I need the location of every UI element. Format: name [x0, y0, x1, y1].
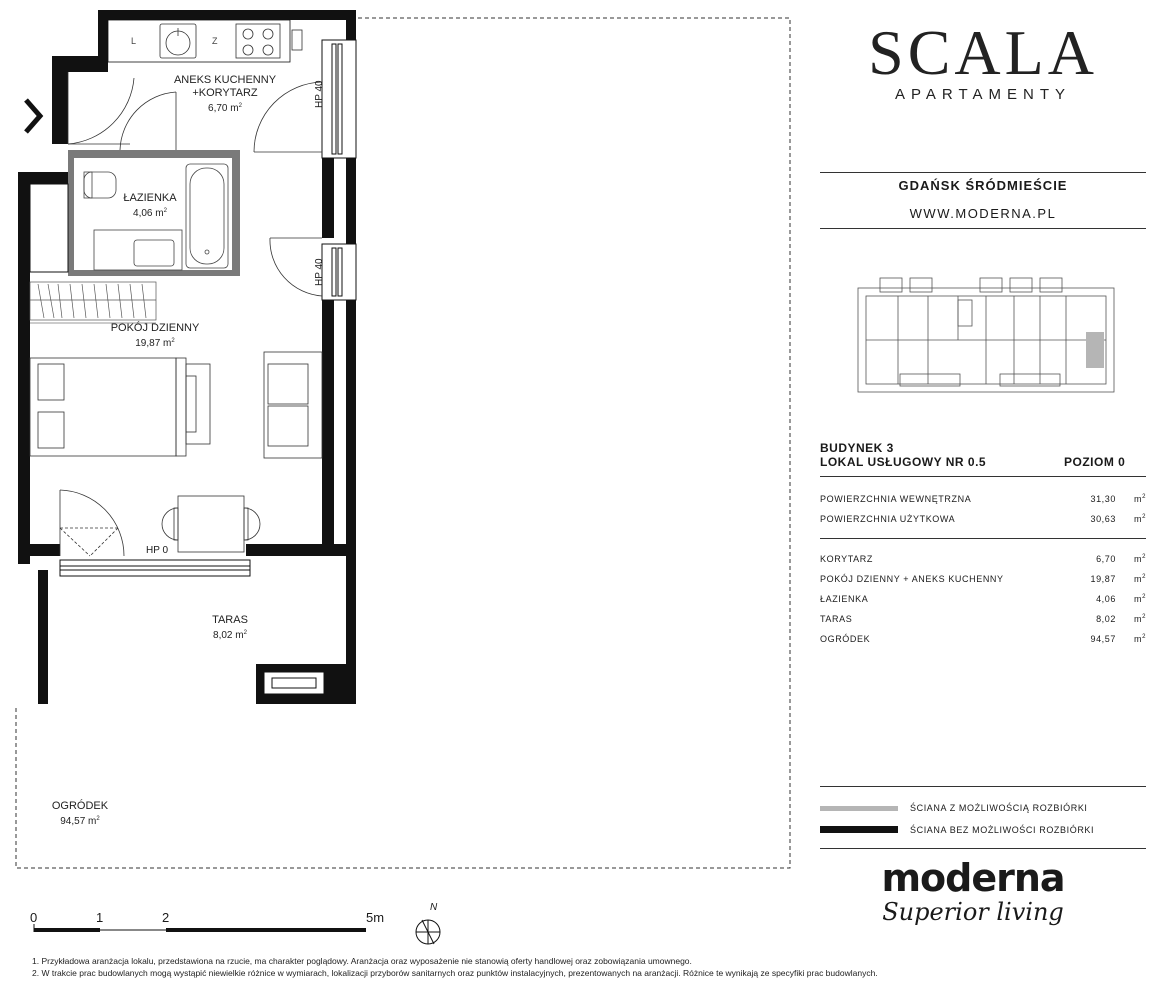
divider — [820, 476, 1146, 477]
room-row: KORYTARZ 6,70 $m^2$ — [820, 554, 1146, 564]
area-row: POWIERZCHNIA UŻYTKOWA 30,63 $m^2$ — [820, 514, 1146, 524]
divider — [820, 786, 1146, 787]
hp40-label-top: HP 40 — [314, 80, 325, 108]
entrance-arrow — [26, 100, 40, 132]
legend-structural-swatch — [820, 826, 898, 833]
brand-title: SCALA — [868, 17, 1098, 88]
brand-subtitle: APARTAMENTY — [894, 86, 1072, 103]
garden-boundary — [16, 18, 790, 868]
area-row: POWIERZCHNIA WEWNĘTRZNA 31,30 $m^2$ — [820, 494, 1146, 504]
legend-structural-label: ŚCIANA BEZ MOŻLIWOŚCI ROZBIÓRKI — [910, 825, 1095, 835]
level-label: POZIOM 0 — [1064, 455, 1126, 469]
room-row: POKÓJ DZIENNY + ANEKS KUCHENNY 19,87 $m^2$ — [820, 574, 1146, 584]
north-label: N — [430, 902, 438, 913]
sink-label: L — [131, 36, 137, 46]
room-row: OGRÓDEK 94,57 $m^2$ — [820, 634, 1146, 644]
scale-tick-2: 2 — [162, 910, 170, 925]
room-kitchen-label: ANEKS KUCHENNY +KORYTARZ 6,70 $m^2$ — [173, 74, 277, 114]
hp0-label: HP 0 — [146, 545, 169, 556]
footnote-1: 1. Przykładowa aranżacja lokalu, przedstawiona na rzucie, ma charakter poglądowy. Aranżacja oraz wyposażenie nie stanowią oferty handlowej oraz zobowiązania umownego. — [32, 956, 692, 966]
building-label: BUDYNEK 3 — [820, 441, 894, 455]
moderna-logo: moderna — [881, 856, 1065, 900]
divider — [820, 228, 1146, 229]
room-row: TARAS 8,02 $m^2$ — [820, 614, 1146, 624]
room-living-label: POKÓJ DZIENNY 19,87 $m^2$ — [110, 322, 200, 349]
hp40-label-bottom: HP 40 — [314, 258, 325, 286]
key-plan-highlight — [1086, 332, 1104, 368]
unit-label: LOKAL USŁUGOWY NR 0.5 — [820, 455, 987, 469]
key-plan — [858, 278, 1114, 392]
scale-bar — [34, 924, 366, 932]
slogan: Superior living — [882, 898, 1064, 926]
website-link[interactable]: WWW.MODERNA.PL — [909, 206, 1057, 221]
divider — [820, 848, 1146, 849]
room-terrace-label: TARAS 8,02 $m^2$ — [212, 614, 248, 641]
scale-tick-0: 0 — [30, 910, 38, 925]
scale-tick-1: 1 — [96, 910, 104, 925]
room-garden-label: OGRÓDEK 94,57 $m^2$ — [51, 800, 109, 827]
scale-tick-5m: 5m — [366, 910, 385, 925]
location: GDAŃSK ŚRÓDMIEŚCIE — [898, 178, 1068, 193]
divider — [820, 538, 1146, 539]
fridge-label: Z — [212, 36, 218, 46]
legend-removable-label: ŚCIANA Z MOŻLIWOŚCIĄ ROZBIÓRKI — [910, 803, 1088, 813]
footnote-2: 2. W trakcie prac budowlanych mogą wystąpić niewielkie różnice w wymiarach, lokalizacji przyborów sanitarnych oraz punktów instalacyjnych, prezentowanych na aranżacji. Różnice te wynikają ze specyfiki prac budowlanych. — [32, 968, 878, 978]
room-bathroom-label: ŁAZIENKA 4,06 $m^2$ — [123, 192, 177, 219]
room-row: ŁAZIENKA 4,06 $m^2$ — [820, 594, 1146, 604]
legend-removable-swatch — [820, 806, 898, 811]
compass-icon — [416, 920, 440, 944]
divider — [820, 172, 1146, 173]
